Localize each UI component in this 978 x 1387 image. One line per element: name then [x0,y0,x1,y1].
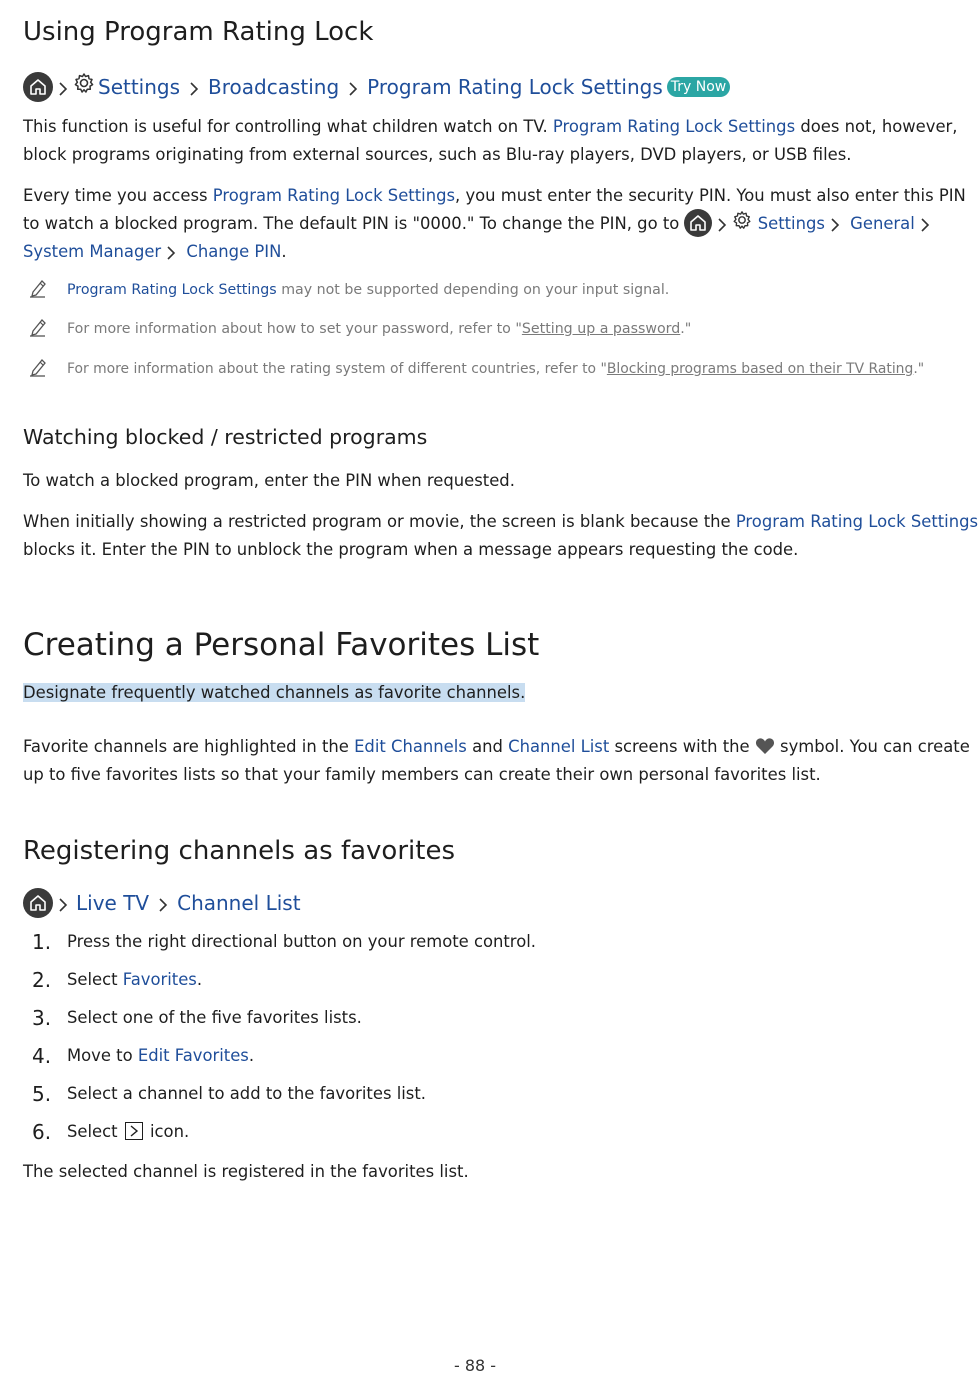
paragraph [23,113,958,141]
link-program-rating-lock-settings: Program Rating Lock Settings [212,186,456,205]
section-title-program-rating-lock: Using Program Rating Lock [23,17,374,47]
highlighted-summary [23,679,525,707]
step-number: 4. [32,1044,52,1068]
text: may not be supported depending on your input signal. [276,282,670,298]
link-system-manager: System Manager [23,242,162,261]
paragraph-line [23,238,287,266]
paragraph [23,733,970,761]
breadcrumb-settings: Settings [98,75,181,99]
breadcrumb-program-rating-lock-settings: Program Rating Lock Settings [367,75,663,99]
paragraph-line: up to five favorites lists so that your family members can create their own personal favorites list. [23,765,821,784]
link-channel-list: Channel List [508,737,610,756]
link-settings: Settings [757,214,825,233]
chevron-right-icon [343,72,363,102]
text: screens with the [609,737,755,756]
paragraph [23,508,978,536]
gear-icon [73,72,95,102]
step-number: 6. [32,1120,52,1144]
chevron-right-icon [712,210,732,238]
text: Every time you access [23,186,213,205]
paragraph-line [23,210,935,239]
breadcrumb-live-tv: Live TV [76,891,150,915]
text: . [248,1046,255,1065]
home-icon [23,888,53,918]
breadcrumb-channel-list [23,888,301,918]
chevron-right-icon [53,888,73,918]
section-title-registering-favorites: Registering channels as favorites [23,836,455,866]
text: This function is useful for controlling what children watch on TV. [23,117,553,136]
paragraph: The selected channel is registered in the favorites list. [23,1162,469,1181]
text: . [281,242,287,261]
text: Select [67,970,123,989]
home-icon [23,72,53,102]
text: does not, however, [795,117,958,136]
note [67,358,924,380]
text: icon. [144,1122,190,1141]
note [67,279,669,301]
section-title-creating-favorites-list: Creating a Personal Favorites List [23,627,540,663]
paragraph-line: blocks it. Enter the PIN to unblock the program when a message appears requesting the code. [23,540,799,559]
link-program-rating-lock-settings: Program Rating Lock Settings [552,117,796,136]
paragraph-line: block programs originating from external sources, such as Blu-ray players, DVD players, or USB files. [23,145,852,164]
link-change-pin: Change PIN [186,242,282,261]
link-general: General [850,214,915,233]
step-number: 2. [32,968,52,992]
chevron-right-icon [825,210,845,238]
gear-icon [732,210,752,239]
breadcrumb-channel-list: Channel List [177,891,301,915]
chevron-right-icon [153,888,173,918]
try-now-button[interactable]: Try Now [667,77,730,97]
text: to watch a blocked program. The default PIN is "0000." To change the PIN, go to [23,214,685,233]
step-number: 1. [32,930,52,954]
text: Move to [67,1046,138,1065]
chevron-right-icon [161,238,181,266]
step-text: Press the right directional button on your remote control. [67,932,536,951]
text: When initially showing a restricted program or movie, the screen is blank because the [23,512,736,531]
paragraph [23,182,966,210]
link-edit-channels: Edit Channels [354,737,467,756]
page-number: - 88 - [453,1356,497,1375]
link-setting-up-a-password[interactable]: Setting up a password [521,321,681,337]
step-text: Select one of the five favorites lists. [67,1008,362,1027]
link-program-rating-lock-settings: Program Rating Lock Settings [67,282,277,298]
link-favorites: Favorites [122,970,197,989]
chevron-right-icon [53,72,73,102]
chevron-box-icon [125,1122,143,1140]
text: . [196,970,203,989]
link-edit-favorites: Edit Favorites [137,1046,249,1065]
link-blocking-programs-tv-rating[interactable]: Blocking programs based on their TV Rating [606,361,914,377]
text: Designate frequently watched channels as favorite channels. [23,683,526,702]
chevron-right-icon [184,72,204,102]
text: and [466,737,509,756]
text: Favorite channels are highlighted in the [23,737,355,756]
heart-icon [755,737,775,756]
paragraph: To watch a blocked program, enter the PIN when requested. [23,471,515,490]
breadcrumb-program-rating-lock [23,72,730,102]
chevron-right-icon [915,210,935,238]
pencil-icon [29,278,47,302]
text: , you must enter the security PIN. You must also enter this PIN [455,186,966,205]
text: ." [913,361,925,377]
text: For more information about how to set your password, refer to " [67,321,522,337]
link-program-rating-lock-settings: Program Rating Lock Settings [735,512,978,531]
step-text: Select a channel to add to the favorites list. [67,1084,426,1103]
text: Select [67,1122,123,1141]
breadcrumb-broadcasting: Broadcasting [208,75,340,99]
step-number: 5. [32,1082,52,1106]
text: symbol. You can create [774,737,970,756]
home-icon [684,209,712,237]
text: For more information about the rating system of different countries, refer to " [67,361,607,377]
section-title-watching-blocked: Watching blocked / restricted programs [23,425,428,449]
step-text [67,1046,254,1065]
step-text [67,1122,189,1141]
step-text [67,970,202,989]
pencil-icon [29,357,47,381]
pencil-icon [29,317,47,341]
note [67,318,691,340]
step-number: 3. [32,1006,52,1030]
text: ." [680,321,692,337]
